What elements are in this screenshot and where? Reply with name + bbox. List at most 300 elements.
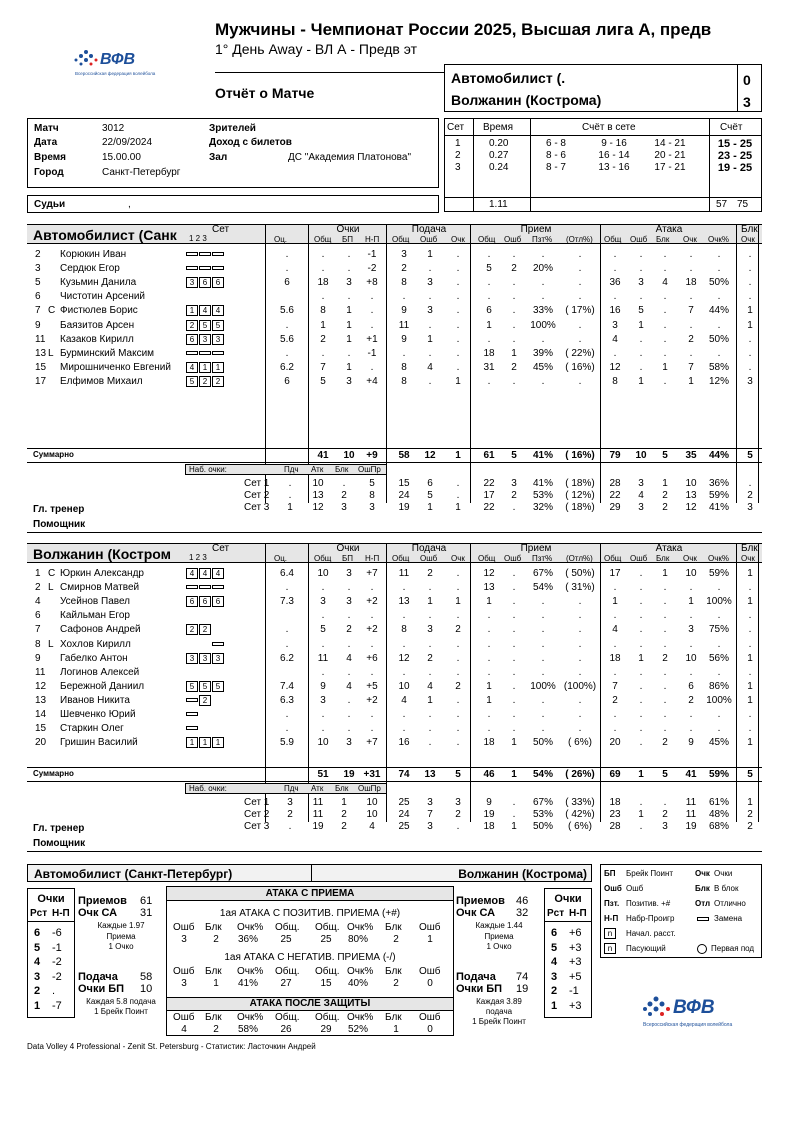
setrow-ab: 3 (662, 821, 668, 832)
setrow-rt: 22 (483, 502, 495, 513)
set-row-time: 0.24 (489, 162, 509, 173)
nab-label: Наб. очки: (189, 465, 227, 474)
legend-ochk-text: Очки (714, 869, 733, 878)
setrow-apct: 68% (708, 821, 729, 832)
stat-bk: . (748, 638, 752, 650)
a-bp: 10 (140, 983, 153, 995)
stat-st: . (402, 582, 406, 594)
stat-ap: 2 (688, 333, 694, 345)
setrow-apct: 59% (708, 490, 729, 501)
stat-st: . (402, 666, 406, 678)
stat-apct: . (717, 723, 721, 735)
stat-ae: . (639, 624, 643, 636)
atk-head: Очк% (237, 922, 264, 933)
setrow-c: . (342, 478, 346, 489)
player-sets (186, 277, 225, 288)
stat-ae: . (639, 361, 643, 373)
player-sets (186, 249, 225, 260)
player-role: L (48, 347, 54, 359)
player-role: L (48, 582, 54, 594)
stat-np: +6 (366, 652, 378, 664)
stat-se: 4 (427, 361, 433, 373)
start-position-icon: 1 (212, 362, 224, 373)
stat-st: 13 (398, 596, 410, 608)
atk-head: Ошб (419, 922, 441, 933)
setrow-b: 11 (312, 809, 324, 820)
col-block: Блк (741, 543, 758, 554)
rot-b-np: Н-П (569, 908, 587, 919)
legend-pzt-text: Позитив. +# (626, 899, 671, 908)
stat-bk: 1 (747, 305, 753, 317)
score-a: 0 (743, 72, 751, 88)
setrow-a: 2 (287, 809, 293, 820)
svg-text:Всероссийская федерация волейб: Всероссийская федерация волейбола (643, 1022, 733, 1028)
stat-at: . (613, 249, 617, 260)
stat-ae: 1 (638, 652, 644, 664)
setrow-c: 2 (341, 490, 347, 501)
match-info (27, 118, 439, 188)
a-srv: 58 (140, 971, 153, 983)
col-sub-blk: Блк (656, 554, 670, 563)
stat-rx: ( 17%) (565, 305, 595, 317)
setrow-c: 3 (341, 502, 347, 513)
atk-pos-value: 1 (427, 934, 433, 945)
stat-pt: 11 (317, 652, 329, 664)
summary-st: 74 (398, 769, 410, 780)
rot-a-np: Н-П (52, 908, 70, 919)
stat-ab: . (663, 680, 667, 692)
stat-at: 20 (609, 737, 621, 749)
a-bp-label: Очки БП (78, 983, 125, 995)
rotation-position: 4 (551, 956, 558, 968)
stat-pt: 2 (320, 333, 326, 345)
stat-rx: . (578, 249, 582, 260)
setrow-at: 18 (609, 797, 621, 808)
stat-sp: . (456, 291, 460, 303)
start-position-icon: 1 (212, 737, 224, 748)
start-position-icon: 3 (212, 653, 224, 664)
summary-line-bottom (27, 462, 762, 463)
stat-st: . (402, 610, 406, 622)
atk-pos-value: 25 (280, 934, 292, 945)
stat-st: 11 (398, 319, 410, 331)
stat-rp: . (541, 666, 545, 678)
stat-rt: . (487, 624, 491, 636)
stat-st: 3 (401, 249, 407, 260)
stat-bk: 1 (747, 568, 753, 579)
start-position-icon: 1 (199, 362, 211, 373)
setrow-rp: 53% (532, 809, 553, 820)
stat-rx: . (578, 333, 582, 345)
setrow-ab: 2 (662, 502, 668, 513)
player-number: 17 (35, 375, 47, 387)
rotation-balance: -2 (52, 970, 62, 983)
a-srv-label: Подача (78, 971, 118, 983)
stat-ab: 2 (662, 737, 668, 749)
b-bp: 19 (516, 983, 529, 995)
summary-line (27, 448, 762, 449)
start-position-icon: 5 (199, 681, 211, 692)
setrow-c: 1 (341, 797, 347, 808)
rot-b-rst: Рст (547, 908, 565, 919)
stat-re: . (512, 249, 516, 260)
legend-otl: Отл (695, 899, 711, 908)
stat-bk: . (748, 333, 752, 345)
legend-first: Первая под (711, 944, 755, 953)
col-sub-pts: Очк (451, 554, 465, 563)
player-number: 14 (35, 709, 47, 720)
logo-bottom (640, 990, 750, 1032)
stat-rt: 12 (483, 568, 495, 579)
stat-ae: . (639, 694, 643, 706)
substitution-icon (199, 585, 211, 589)
setrow-bk: 2 (747, 490, 753, 501)
stat-oc: 5.6 (280, 305, 294, 317)
setrow-ap: 11 (685, 797, 697, 808)
stat-ab: . (663, 305, 667, 317)
legend-blk: Блк (695, 884, 710, 893)
a-each3: 1 Очко (108, 942, 134, 951)
setrow-rp: 32% (532, 502, 553, 513)
stat-ap: 9 (688, 737, 694, 749)
svg-text:ВФВ: ВФВ (673, 997, 715, 1018)
stat-rp: . (541, 333, 545, 345)
start-position-icon: n (604, 928, 616, 939)
setrow-rx: ( 18%) (565, 478, 595, 489)
atk-def-value: 0 (427, 1024, 433, 1035)
stat-np: . (370, 709, 374, 720)
stat-ap: 6 (688, 680, 694, 692)
stat-re: . (512, 305, 516, 317)
stat-re: 2 (511, 361, 517, 373)
stat-se: 1 (427, 333, 433, 345)
stat-re: . (512, 666, 516, 678)
stat-se: . (428, 347, 432, 359)
stat-at: . (613, 723, 617, 735)
first-serve-icon (697, 944, 707, 954)
stat-rx: . (578, 291, 582, 303)
stat-pt: . (321, 249, 325, 260)
a-sa-label: Очк СА (78, 907, 118, 919)
legend-setter: Пасующий (626, 944, 666, 953)
stat-st: 8 (401, 277, 407, 289)
atk-pos-value: 2 (213, 934, 219, 945)
stat-re: . (512, 638, 516, 650)
stat-st: . (402, 709, 406, 720)
player-number: 11 (35, 666, 46, 678)
stat-at: . (613, 666, 617, 678)
col-sub-exc: (Отл%) (566, 554, 593, 563)
atk-def-value: 1 (393, 1024, 399, 1035)
atk-head: Очк% (237, 1012, 264, 1023)
stat-se: 2 (427, 568, 433, 579)
start-position-icon: 1 (186, 737, 198, 748)
stat-st: 8 (401, 624, 407, 636)
atk-head: Блк (205, 922, 222, 933)
col-sub-pos: Пзт% (532, 235, 553, 244)
stat-sp: . (456, 582, 460, 594)
date-label: Дата (34, 137, 58, 148)
substitution-icon (186, 585, 198, 589)
nab-label: Наб. очки: (189, 784, 227, 793)
set-row-num: 2 (455, 150, 461, 161)
stat-se: 1 (427, 694, 433, 706)
stat-apct: 50% (708, 333, 729, 345)
stat-np: +4 (366, 375, 378, 387)
stat-se: . (428, 610, 432, 622)
stat-bk: 1 (747, 319, 753, 331)
stat-rp: . (541, 652, 545, 664)
nab-h3: Блк (335, 465, 349, 474)
stat-se: 1 (427, 596, 433, 608)
stat-ab: . (663, 375, 667, 387)
stat-st: 9 (401, 305, 407, 317)
stat-bp: . (347, 263, 351, 275)
stat-np: . (370, 610, 374, 622)
setrow-ap: 12 (685, 502, 697, 513)
atk-head: Общ. (315, 966, 340, 977)
stat-st: 16 (398, 737, 410, 749)
stat-rt: 1 (486, 319, 492, 331)
stat-rp: . (541, 610, 545, 622)
stat-bk: . (748, 291, 752, 303)
stat-rt: 18 (483, 347, 495, 359)
svg-text:ВФВ: ВФВ (100, 51, 135, 68)
bottom-team-a: Автомобилист (Санкт-Петербург) (34, 867, 233, 881)
player-sets (186, 348, 225, 359)
stat-ae: . (639, 568, 643, 579)
legend-pzt: Пзт. (604, 899, 620, 908)
substitution-icon (697, 917, 709, 921)
stat-at: 4 (612, 624, 618, 636)
team-a-name: Автомобилист (. (451, 70, 566, 86)
stat-pt: 5 (320, 375, 326, 387)
stat-pt: 5 (320, 624, 326, 636)
summary-ae: 1 (638, 769, 644, 780)
stat-bp: 1 (346, 361, 352, 373)
stat-bp: . (347, 709, 351, 720)
player-number: 13 (35, 694, 47, 706)
stat-rt: 18 (483, 737, 495, 749)
substitution-icon (186, 252, 198, 256)
stat-bp: . (347, 582, 351, 594)
setrow-at: 23 (609, 809, 621, 820)
player-number: 8 (35, 638, 41, 650)
stat-bk: . (748, 709, 752, 720)
start-position-icon: 4 (199, 305, 211, 316)
stat-oc: . (285, 319, 289, 331)
legend-otl-text: Отлично (714, 899, 746, 908)
stat-rt: 13 (483, 582, 495, 594)
stat-at: . (613, 263, 617, 275)
stat-sp: . (456, 568, 460, 579)
player-sets (186, 362, 225, 373)
stat-ae: . (639, 582, 643, 594)
stat-sp: . (456, 694, 460, 706)
stat-sp: . (456, 638, 460, 650)
stat-st: . (402, 723, 406, 735)
stat-bk: . (748, 361, 752, 373)
setrow-a: 3 (287, 797, 293, 808)
setrow-d: 4 (369, 821, 375, 832)
nab-h4: ОшПр (358, 784, 381, 793)
sets-h-set: Сет (447, 122, 465, 133)
sets-table (444, 118, 762, 212)
setrow-apct: 61% (708, 797, 729, 808)
substitution-icon (212, 642, 224, 646)
setrow-bk: 1 (747, 797, 753, 808)
atk-def-value: 52% (347, 1024, 368, 1035)
player-number: 12 (35, 680, 47, 692)
setrow-label: Сет 3 (244, 821, 270, 832)
setrow-rt: 17 (483, 490, 495, 501)
time-label: Время (34, 152, 66, 163)
a-each2: Приема (106, 932, 136, 941)
start-position-icon: 2 (212, 376, 224, 387)
setrow-bk: 2 (747, 821, 753, 832)
a-sa: 31 (140, 907, 153, 919)
atk-head: Блк (205, 1012, 222, 1023)
stat-rt: . (487, 249, 491, 260)
set-row-p2: 9 - 16 (601, 138, 627, 149)
start-position-icon: 5 (186, 376, 198, 387)
stat-re: . (512, 624, 516, 636)
player-number: 1 (35, 568, 41, 579)
player-name: Елфимов Михаил (60, 375, 143, 387)
player-name: Бурминский Максим (60, 347, 155, 359)
col-reception: Прием (520, 224, 552, 235)
atk-head: Блк (205, 966, 222, 977)
stat-re: . (512, 291, 516, 303)
stat-rx: ( 50%) (565, 568, 595, 579)
stat-bk: . (748, 347, 752, 359)
setrow-sp: 1 (455, 502, 461, 513)
stat-at: . (613, 638, 617, 650)
stat-at: 16 (609, 305, 621, 317)
atk-head: Очк% (347, 922, 374, 933)
summary-apct: 44% (708, 450, 729, 461)
player-name: Чистотин Арсений (60, 291, 146, 303)
setrow-re: 2 (511, 490, 517, 501)
col-sub-tot: Общ (314, 554, 332, 563)
player-name: Старкин Олег (60, 723, 124, 735)
stat-re: . (512, 596, 516, 608)
atk-head: Общ. (275, 1012, 300, 1023)
set-row-time: 0.20 (489, 138, 509, 149)
atk-def-value: 2 (213, 1024, 219, 1035)
stat-ae: 3 (638, 277, 644, 289)
team-section-bottom (27, 532, 762, 533)
setrow-rt: 19 (483, 809, 495, 820)
stat-st: 2 (401, 263, 407, 275)
stat-ap: 1 (688, 596, 694, 608)
stat-se: . (428, 723, 432, 735)
atk-head: Общ. (275, 922, 300, 933)
stat-pt: 3 (320, 694, 326, 706)
setrow-b: 19 (312, 821, 324, 832)
setrow-bk: . (748, 478, 752, 489)
judges-value: , (128, 199, 131, 210)
start-position-icon: 6 (186, 596, 198, 607)
setrow-d: 5 (369, 478, 375, 489)
setrow-label: Сет 1 (244, 797, 270, 808)
col-sub-pts: Очк (683, 554, 697, 563)
stat-rp: . (541, 638, 545, 650)
stat-rx: . (578, 666, 582, 678)
stat-se: . (428, 638, 432, 650)
col-serve: Подача (411, 543, 447, 554)
atk-head: Общ. (315, 922, 340, 933)
bottom-team-b: Волжанин (Кострома) (458, 867, 587, 881)
stat-st: 11 (398, 568, 410, 579)
stat-ab: . (663, 624, 667, 636)
stat-ap: . (689, 291, 693, 303)
set-row-p2: 16 - 14 (598, 150, 630, 161)
stat-rt: . (487, 333, 491, 345)
player-sets (186, 334, 225, 345)
col-sub-pos: Пзт% (532, 554, 553, 563)
stat-pt: . (321, 709, 325, 720)
rotation-balance: -7 (52, 999, 62, 1012)
stat-sp: 1 (455, 375, 461, 387)
stat-rx: . (578, 652, 582, 664)
rotation-position: 1 (34, 999, 41, 1012)
stat-se: . (428, 582, 432, 594)
stat-sp: 2 (455, 624, 461, 636)
stat-np: . (370, 305, 374, 317)
spectators-label: Зрителей (209, 123, 256, 134)
stat-pt: 1 (320, 319, 326, 331)
player-role: L (48, 638, 54, 650)
stat-re: . (512, 333, 516, 345)
vfv-logo-icon (72, 44, 164, 80)
setrow-rp: 67% (532, 797, 553, 808)
legend-osh-text: Ошб (626, 884, 644, 893)
col-sub-tot: Общ (478, 554, 496, 563)
stat-rt: . (487, 610, 491, 622)
stat-ae: . (639, 723, 643, 735)
stat-rx: . (578, 610, 582, 622)
atk-neg-value: 0 (427, 978, 433, 989)
stat-sp: . (456, 652, 460, 664)
col-serve: Подача (411, 224, 447, 235)
atk-head: Блк (385, 922, 402, 933)
setrow-a: 1 (287, 502, 293, 513)
stat-oc: . (285, 249, 289, 260)
stat-rp: . (541, 624, 545, 636)
substitution-icon (212, 266, 224, 270)
stat-ap: . (689, 638, 693, 650)
match-number: 3012 (102, 123, 125, 134)
rotation-balance: +3 (569, 999, 582, 1012)
rotation-position: 2 (34, 985, 41, 997)
start-position-icon: 3 (199, 653, 211, 664)
substitution-icon (212, 585, 224, 589)
player-number: 7 (35, 305, 41, 317)
setrow-a: . (288, 821, 292, 832)
player-name: Казаков Кирилл (60, 333, 134, 345)
stat-re: . (512, 568, 516, 579)
stat-apct: 45% (708, 737, 729, 749)
player-number: 7 (35, 624, 41, 636)
player-name: Смирнов Матвей (60, 582, 140, 594)
summary-label: Суммарно (33, 769, 74, 778)
nab-h4: ОшПр (358, 465, 381, 474)
stat-oc: 6.2 (280, 361, 294, 373)
set-row-num: 1 (455, 138, 461, 149)
setrow-st: 19 (398, 502, 410, 513)
player-name: Сердюк Егор (60, 263, 120, 275)
